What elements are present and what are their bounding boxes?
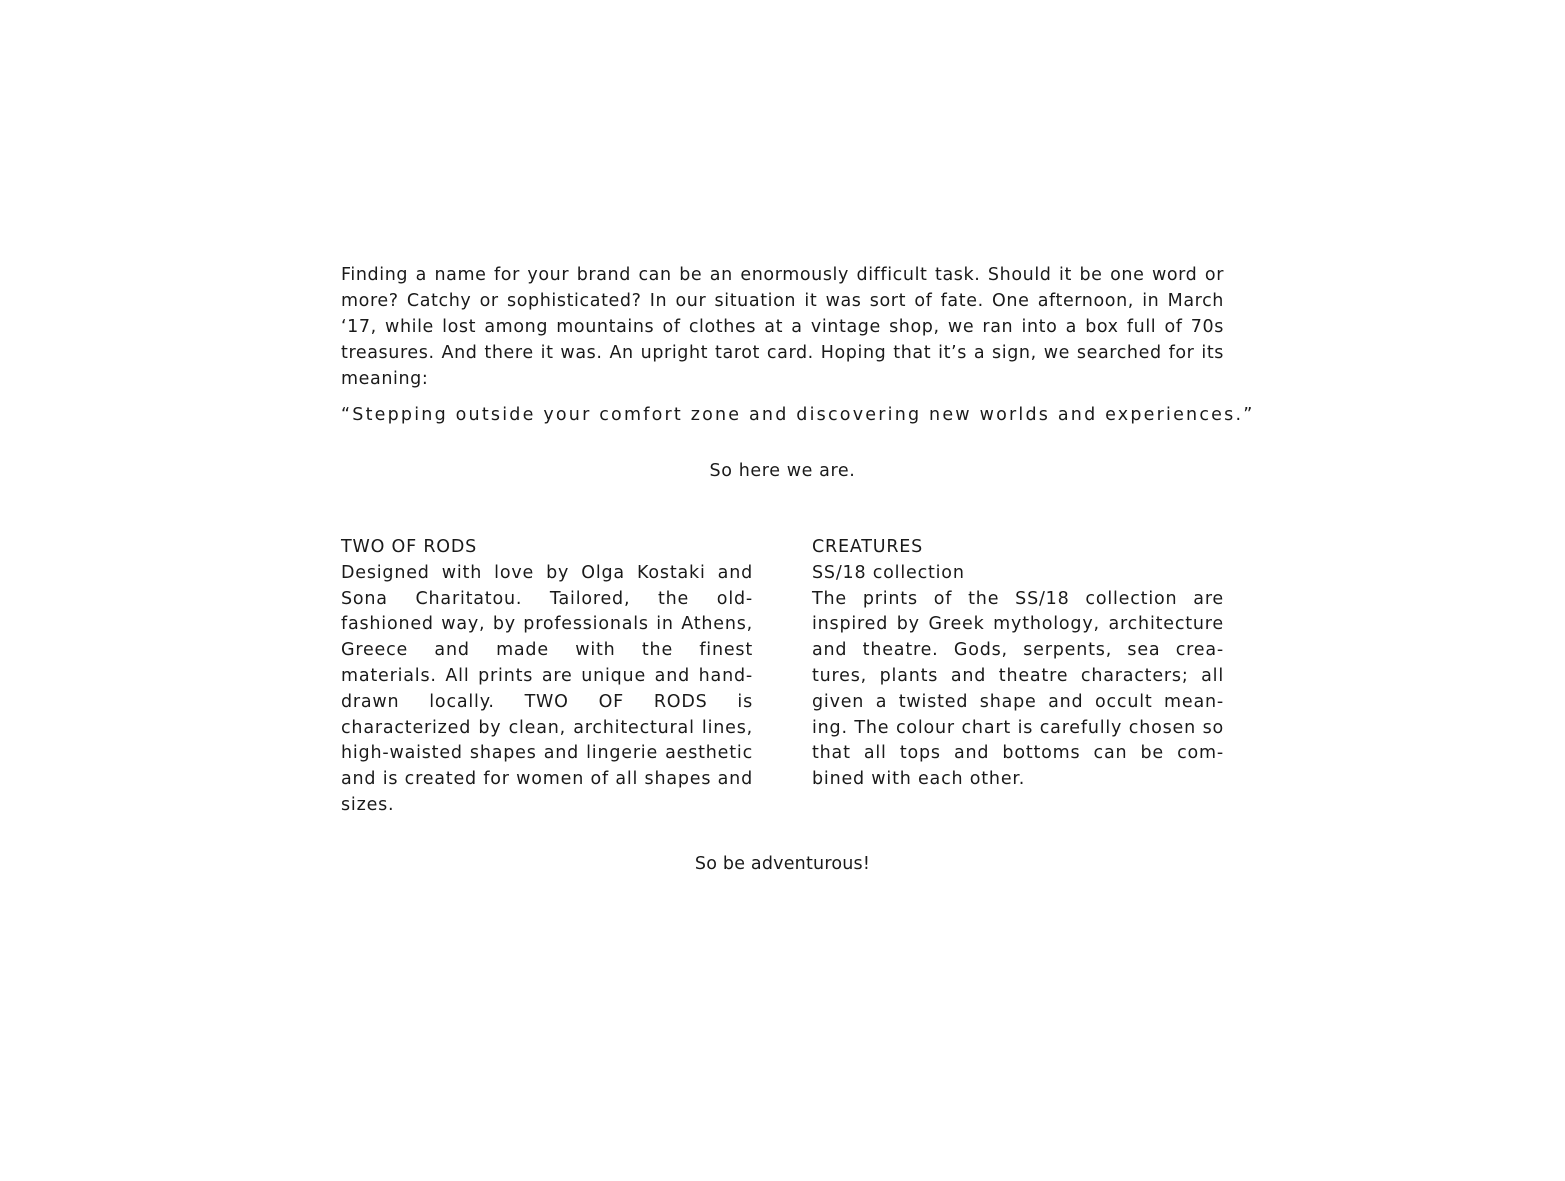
collection-column	[812, 535, 1224, 793]
intro-paragraph: Finding a name for your brand can be an enormously difficult task. Should it be one word or more? Catchy or sophisticated? In our situation it was sort of fate. One afternoon, in March ‘17, while lost among mountains of clothes at a vintage shop, we ran into a box full of 70s treasures. And there it was. An upright tarot card. Hoping that it’s a sign, we searched for its meaning:	[341, 265, 1224, 389]
collection-subheading: SS/18 collection	[812, 562, 965, 583]
collection-description: The prints of the SS/18 collection are inspired by Greek mythology, architecture and theatre. Gods, serpents, sea crea-tures, plants and theatre characters; all given a twisted shape and occult mean-ing. The colour chart is carefully chosen so that all tops and bottoms can be com-bined with each other.	[812, 588, 1224, 790]
brand-column	[341, 535, 753, 819]
tagline: So here we are.	[709, 461, 856, 481]
closing-line: So be adventurous!	[694, 854, 871, 874]
tarot-quote: “Stepping outside your comfort zone and discovering new worlds and experiences.”	[341, 405, 1255, 425]
brand-description: Designed with love by Olga Kostaki and Sona Charitatou. Tailored, the old-fashioned way, by professionals in Athens, Greece and made with the finest materials. All prints are unique and hand-drawn locally. TWO OF RODS is characterized by clean, architectural lines, high-waisted shapes and lingerie aesthetic and is created for women of all shapes and sizes.	[341, 562, 753, 815]
brand-heading: TWO OF RODS	[341, 537, 478, 557]
collection-heading: CREATURES	[812, 537, 924, 557]
